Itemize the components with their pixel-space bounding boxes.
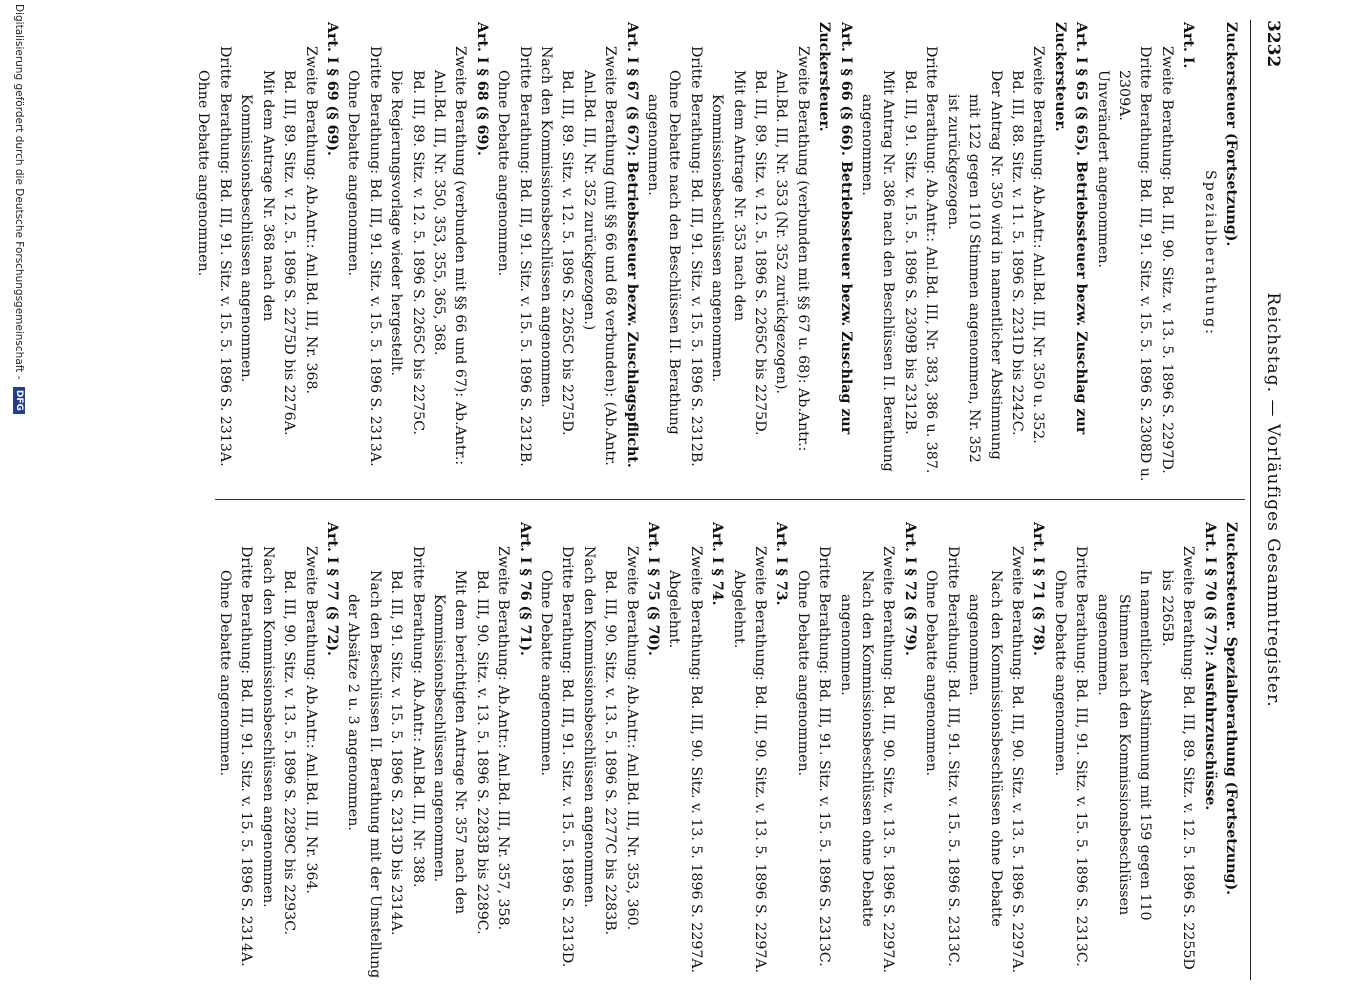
article-heading: Art. I § 76 (§ 71). bbox=[516, 522, 533, 656]
column-divider bbox=[215, 499, 1245, 500]
entry-line: Spezialberathung: bbox=[1201, 170, 1218, 336]
entry-line: Abgelehnt. bbox=[730, 570, 747, 649]
article-heading: Art. I § 65 (§ 65). Betriebssteuer bezw. Zuschlag zur Zuckersteuer. bbox=[1051, 22, 1090, 435]
entry-line: Nach den Beschlüssen II. Berathung mit der Umstellung der Absätze 2 u. 3 angenommen. bbox=[345, 570, 383, 979]
section-heading: Zuckersteuer. Spezialberathung (Fortsetzung). bbox=[1223, 522, 1239, 896]
entry-line: Dritte Berathung: Bd. III, 91. Sitz. v. 15. 5. 1896 S. 2308D u. 2309A. bbox=[1115, 46, 1154, 482]
section-heading: Zuckersteuer (Fortsetzung). bbox=[1223, 22, 1239, 247]
entry-line: Bd. III, 89. Sitz. v. 12. 5. 1896 S. 2265C bis 2275D. bbox=[559, 70, 576, 436]
article-heading: Art. I § 70 (§ 77): Ausfuhrzuschüsse. bbox=[1201, 522, 1218, 811]
entry-line: Bd. III, 89. Sitz. v. 12. 5. 1896 S. 2265C bis 2275D. bbox=[752, 70, 769, 436]
entry-line: Zweite Berathung: Bd. III, 90. Sitz. v. 13. 5. 1896 S. 2297A. bbox=[752, 546, 769, 974]
article-heading: Art. I § 71 (§ 78). bbox=[1030, 522, 1047, 656]
article-heading: Art. I § 75 (§ 70). bbox=[645, 522, 662, 656]
entry-line: Ohne Debatte angenommen. bbox=[495, 70, 512, 277]
entry-line: Dritte Berathung: Bd. III, 91. Sitz. v. 15. 5. 1896 S. 2312B. bbox=[516, 46, 533, 467]
entry-line: Dritte Berathung: Bd. III, 91. Sitz. v. 15. 5. 1896 S. 2313C. bbox=[944, 546, 961, 967]
right-column bbox=[214, 522, 1242, 984]
running-head: Reichstag. — Vorläufiges Gesammtregister. bbox=[1263, 292, 1283, 708]
entry-line: Zweite Berathung (verbunden mit §§ 66 und 67): Ab.Antr.: Anl.Bd. III, Nr. 350, 353, 355, 365, 368. bbox=[430, 46, 469, 466]
entry-line: Bd. III, 88. Sitz. v. 11. 5. 1896 S. 2231D bis 2242C. bbox=[1008, 70, 1025, 436]
entry-line: Dritte Berathung: Bd. III, 91. Sitz. v. 15. 5. 1896 S. 2313A. bbox=[366, 46, 383, 467]
entry-line: Mit Antrag Nr. 386 nach den Beschlüssen II. Berathung angenommen. bbox=[859, 70, 897, 472]
entry-line: Zweite Berathung (verbunden mit §§ 67 u. 68): Ab.Antr.: Anl.Bd. III, Nr. 353 (Nr. 352 zurückgezogen). bbox=[773, 46, 811, 452]
left-column bbox=[192, 22, 1241, 484]
entry-line: Zweite Berathung: Bd. III, 89. Sitz. v. 12. 5. 1896 S. 2255D bis 2265B. bbox=[1158, 546, 1197, 970]
entry-line: Zweite Berathung: Bd. III, 90. Sitz. v. 13. 5. 1896 S. 2297A. bbox=[1008, 546, 1025, 974]
entry-line: Nach den Kommissionsbeschlüssen ohne Debatte angenommen. bbox=[966, 570, 1004, 927]
article-heading: Art. I § 68 (§ 69). bbox=[473, 22, 490, 156]
entry-line: In namentlicher Abstimmung mit 159 gegen 110 Stimmen nach den Kommissionsbeschlüssen angenommen. bbox=[1094, 570, 1154, 921]
entry-line: Mit dem Antrage Nr. 353 nach den Kommissionsbeschlüssen angenommen. bbox=[709, 70, 747, 383]
entry-line: Nach den Kommissionsbeschlüssen angenommen. bbox=[580, 546, 597, 908]
entry-line: Bd. III, 89. Sitz. v. 12. 5. 1896 S. 2265C bis 2275C. bbox=[409, 70, 426, 436]
article-heading: Art. I § 77 (§ 72). bbox=[323, 522, 340, 656]
entry-line: Mit dem Antrage Nr. 368 nach den Kommissionsbeschlüssen angenommen. bbox=[238, 70, 276, 383]
entry-line: Zweite Berathung: Bd. III, 90. Sitz. v. 13. 5. 1896 S. 2297D. bbox=[1158, 46, 1175, 474]
entry-line: Nach den Kommissionsbeschlüssen angenommen. bbox=[259, 546, 276, 908]
entry-line: Ohne Debatte angenommen. bbox=[794, 570, 811, 777]
entry-line: Ohne Debatte angenommen. bbox=[216, 570, 233, 777]
page-header bbox=[1253, 20, 1283, 980]
entry-line: Dritte Berathung: Bd. III, 91. Sitz. v. 15. 5. 1896 S. 2313C. bbox=[816, 546, 833, 967]
digitization-credit bbox=[13, 4, 25, 414]
entry-line: Ohne Debatte angenommen. bbox=[538, 570, 554, 777]
entry-line: Bd. III, 90. Sitz. v. 13. 5. 1896 S. 2283B bis 2289C. bbox=[473, 570, 490, 935]
credit-text: Digitalisierung gefördert durch die Deutsche Forschungsgemeinschaft - bbox=[13, 4, 25, 380]
entry-line: Dritte Berathung: Ab.Antr.: Anl.Bd. III, Nr. 388. bbox=[409, 546, 426, 888]
article-heading: Art. I § 66 (§ 66). Betriebssteuer bezw. Zuschlag zur Zuckersteuer. bbox=[816, 22, 854, 435]
entry-line: Bd. III, 89. Sitz. v. 12. 5. 1896 S. 2275D bis 2276A. bbox=[281, 70, 298, 436]
entry-line: Bd. III, 91. Sitz. v. 15. 5. 1896 S. 2309B bis 2312B. bbox=[901, 70, 918, 435]
entry-line: Zweite Berathung: Bd. III, 90. Sitz. v. 13. 5. 1896 S. 2297A. bbox=[687, 546, 704, 974]
entry-line: Bd. III, 91. Sitz. v. 15. 5. 1896 S. 2313D bis 2314A. bbox=[388, 570, 405, 936]
entry-line: Ohne Debatte angenommen. bbox=[195, 70, 212, 277]
entry-line: Zweite Berathung: Ab.Antr.: Anl.Bd. III, Nr. 364. bbox=[302, 546, 319, 895]
entry-line: Dritte Berathung: Bd. III, 91. Sitz. v. 15. 5. 1896 S. 2312B. bbox=[687, 46, 704, 467]
entry-line: Unverändert angenommen. bbox=[1094, 70, 1111, 269]
entry-line: Zweite Berathung: Ab.Antr.: Anl.Bd. III, Nr. 353, 360. bbox=[623, 546, 640, 931]
article-heading: Art. I § 72 (§ 79). bbox=[901, 522, 918, 656]
article-heading: Art. I § 73. bbox=[773, 522, 790, 606]
article-heading: Art. I. bbox=[1180, 22, 1197, 69]
entry-line: Zweite Berathung: Ab.Antr.: Anl.Bd. III, Nr. 357, 358. bbox=[495, 546, 512, 931]
entry-line: Dritte Berathung: Bd. III, 91. Sitz. v. 15. 5. 1896 S. 2313A. bbox=[216, 46, 233, 467]
entry-line: Die Regierungsvorlage wieder hergestellt. bbox=[388, 70, 405, 376]
article-heading: Art. I § 69 (§ 69). bbox=[323, 22, 340, 156]
entry-line: Zweite Berathung: Ab.Antr.: Anl.Bd. III, Nr. 368. bbox=[302, 46, 319, 395]
entry-line: Dritte Berathung: Bd. III, 91. Sitz. v. 15. 5. 1896 S. 2313C. bbox=[1073, 546, 1090, 967]
entry-line: Zweite Berathung (mit §§ 66 und 68 verbunden): (Ab.Antr. Anl.Bd. III, Nr. 352 zurückgezogen.) bbox=[580, 46, 619, 466]
entry-line: Mit dem berichtigten Antrage Nr. 357 nach den Kommissionsbeschlüssen angenommen. bbox=[430, 570, 469, 915]
entry-line: Der Antrag Nr. 350 wird in namentlicher Abstimmung mit 122 gegen 110 Stimmen angenommen, Nr. 352 ist zurückgezogen. bbox=[944, 70, 1004, 463]
dfg-logo: DFG bbox=[13, 387, 25, 414]
entry-line: Dritte Berathung: Ab.Antr.: Anl.Bd. III, Nr. 383, 386 u. 387. bbox=[923, 46, 940, 474]
entry-line: Ohne Debatte nach den Beschlüssen II. Berathung angenommen. bbox=[645, 70, 683, 435]
header-rule bbox=[1250, 20, 1251, 980]
page-number: 3232 bbox=[1263, 20, 1283, 68]
article-heading: Art. I § 67 (§ 67): Betriebssteuer bezw. Zuschlagspflicht. bbox=[623, 22, 640, 468]
entry-line: Abgelehnt. bbox=[666, 570, 683, 649]
article-heading: Art. I § 74. bbox=[709, 522, 726, 606]
entry-line: Ohne Debatte angenommen. bbox=[923, 570, 940, 777]
entry-line: Bd. III, 90. Sitz. v. 13. 5. 1896 S. 2289C bis 2293C. bbox=[281, 570, 298, 936]
entry-line: Dritte Berathung: Bd. III, 91. Sitz. v. 15. 5. 1896 S. 2314A. bbox=[238, 546, 255, 967]
entry-line: Zweite Berathung: Ab.Antr.: Anl.Bd. III, Nr. 350 u. 352. bbox=[1030, 46, 1047, 444]
entry-line: Bd. III, 90. Sitz. v. 13. 5. 1896 S. 2277C bis 2283B. bbox=[602, 570, 619, 936]
entry-line: Dritte Berathung: Bd. III, 91. Sitz. v. 15. 5. 1896 S. 2313D. bbox=[559, 546, 576, 968]
entry-line: Ohne Debatte angenommen. bbox=[1051, 570, 1068, 777]
entry-line: Zweite Berathung: Bd. III, 90. Sitz. v. 13. 5. 1896 S. 2297A. bbox=[880, 546, 897, 974]
entry-line: Nach den Kommissionsbeschlüssen ohne Debatte angenommen. bbox=[837, 570, 876, 927]
entry-line: Nach den Kommissionsbeschlüssen angenommen. bbox=[538, 46, 554, 408]
entry-line: Ohne Debatte angenommen. bbox=[345, 70, 362, 277]
